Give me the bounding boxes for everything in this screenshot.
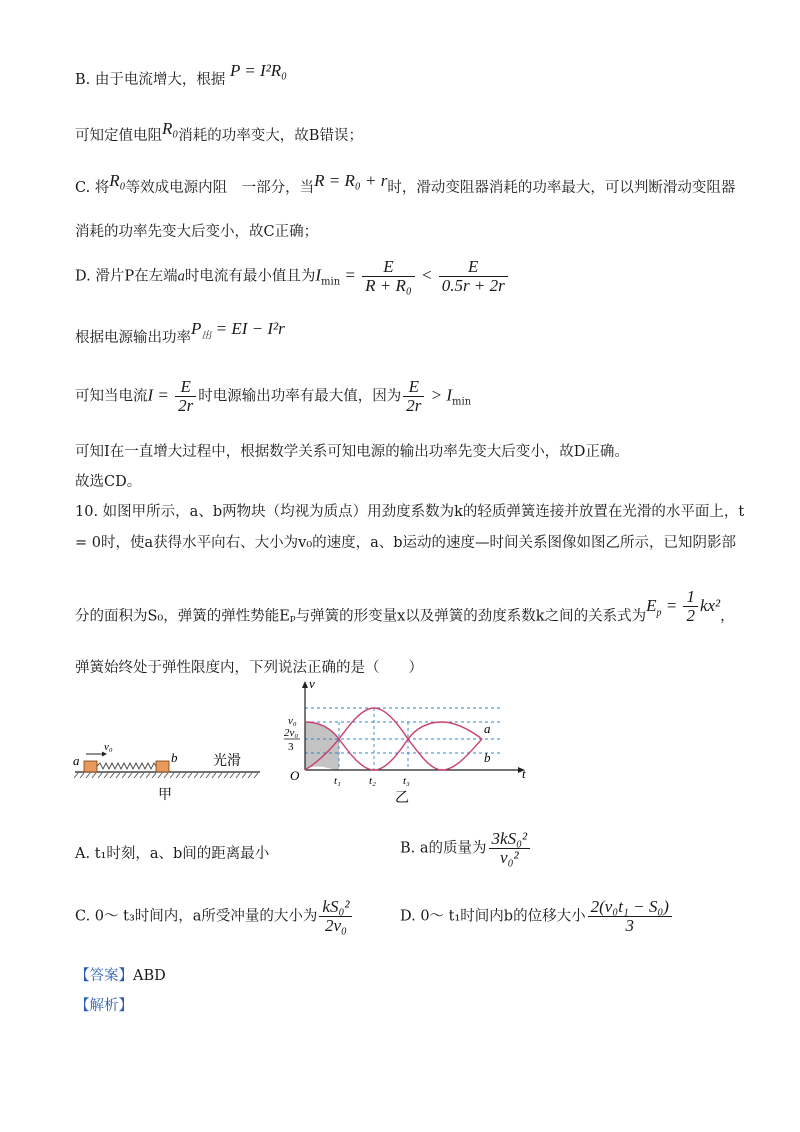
frac-e-over-2r-b: $\frac{E}{2r}$ <box>403 378 424 415</box>
answer-value: ABD <box>133 968 166 984</box>
frac-e-over-r-r0: $\frac{E}{\text{R + R₀}}$ <box>362 258 415 295</box>
figure-jia <box>70 735 265 805</box>
d2-pre: 根据电源输出功率 <box>75 330 191 346</box>
analysis-label: 【解析】 <box>75 998 133 1014</box>
option-a: A. t₁时刻，a、b间的距离最小 <box>75 846 270 862</box>
pout-formula: EI − I²r <box>231 319 285 338</box>
line-c2: 消耗的功率先变大后变小，故C正确； <box>75 224 319 240</box>
c1-post: 时，滑动变阻器消耗的功率最大，可以判断滑动变阻器 <box>387 180 736 196</box>
frac-mass: $\frac{\text{3kS₀²}}{\text{v₀²}}$ <box>489 830 531 867</box>
axis-v-label: v <box>309 676 315 691</box>
curve-b-label: b <box>484 750 491 765</box>
b2-post: 消耗的功率变大，故B错误； <box>178 128 363 144</box>
origin-label: O <box>290 768 300 783</box>
label-b: b <box>171 750 178 765</box>
v-arrow <box>302 681 308 688</box>
curve-a-label: a <box>484 721 491 736</box>
label-a: a <box>73 753 80 768</box>
q10-line1: 10. 如图甲所示，a、b两物块（均视为质点）用劲度系数为k的轻质弹簧连接并放置在光滑的水平面上，t <box>75 504 745 520</box>
q10-line3-text: 分的面积为S₀，弹簧的弹性势能Eₚ与弹簧的形变量x以及弹簧的劲度系数k之间的关系式为 <box>75 608 647 625</box>
tick-t1: t₁ <box>334 775 341 787</box>
d1-pre: D. 滑片P在左端 <box>75 268 178 285</box>
option-c <box>75 898 354 935</box>
block-a <box>84 761 97 772</box>
line-c1 <box>75 171 736 197</box>
option-d <box>400 898 674 935</box>
line-d1: D. 滑片P在左端a时电流有最小值且为$I_{min}$ = $\frac{E}{\text{R + R₀}}$ < $\frac{E}{0.5r + 2r}$ <box>75 258 510 295</box>
d1-mid: 时电流有最小值且为 <box>184 268 316 285</box>
option-c-text: C. 0～ t₃时间内，a所受冲量的大小为 <box>75 908 318 925</box>
pout-symbol: $P_出$ = <box>191 319 232 342</box>
label-smooth: 光滑 <box>213 753 241 769</box>
r0-symbol-c: R₀ <box>109 171 126 190</box>
d3-pre: 可知当电流 <box>75 388 148 405</box>
ground-hatch <box>74 773 258 778</box>
frac-e-over-2r: $\frac{E}{2r}$ <box>175 378 196 415</box>
tick-2v0-den: 3 <box>288 741 294 753</box>
b2-pre: 可知定值电阻 <box>75 128 162 144</box>
frac-e-over-2.5r: $\frac{E}{0.5r + 2r}$ <box>439 258 508 295</box>
r-equation: R = R₀ + r <box>314 171 388 190</box>
ep-tail: kx² <box>699 595 721 615</box>
line-d2 <box>75 319 285 349</box>
line-choose: 故选CD。 <box>75 474 142 490</box>
frac-impulse: $\frac{\text{kS₀²}}{\text{2v₀}}$ <box>319 898 352 935</box>
tick-t2: t₂ <box>369 775 376 787</box>
imin-symbol: I <box>315 265 322 285</box>
spring <box>97 763 156 769</box>
q10-line4: 弹簧始终处于弹性限度内，下列说法正确的是（ ） <box>75 660 423 676</box>
a-symbol: a <box>177 268 185 285</box>
option-b <box>400 830 532 867</box>
frac-displacement: $\frac{\text{2(v₀t₁ − S₀)}}{3}$ <box>588 898 672 935</box>
frac-half: $\frac{1}{2}$ <box>683 588 698 625</box>
q10-line3: 分的面积为S₀，弹簧的弹性势能Eₚ与弹簧的形变量x以及弹簧的劲度系数k之间的关系式为$E_p$ = $\frac{1}{2}$ kx²， <box>75 587 735 625</box>
v0-label: v₀ <box>104 741 113 753</box>
caption-jia: 甲 <box>158 787 172 803</box>
power-formula: P = I²R₀ <box>229 61 288 80</box>
c1-mid: 等效成电源内阻 一部分，当 <box>125 180 315 196</box>
line-b2 <box>75 119 363 145</box>
line-b1 <box>75 61 288 89</box>
caption-yi: 乙 <box>395 790 409 806</box>
tick-t3: t₃ <box>403 775 410 787</box>
c1-pre: C. 将 <box>75 180 110 196</box>
tick-v0: v₀ <box>288 715 297 727</box>
imin-sub: min <box>321 276 341 288</box>
option-b-text: B. a的质量为 <box>400 840 487 857</box>
line-d3: 可知当电流I = $\frac{E}{2r}$ 时电源输出功率有最大值，因为 $\frac{E}{2r}$ > $I_{min}$ <box>75 377 472 415</box>
option-d-text: D. 0～ t₁时间内b的位移大小 <box>400 908 586 925</box>
axis-t-label: t <box>522 766 526 781</box>
ep-lhs: $E_p$ = <box>646 595 682 618</box>
d3-mid: 时电源输出功率有最大值，因为 <box>198 388 402 405</box>
q10-line2: = 0时，使a获得水平向右、大小为v₀的速度，a、b运动的速度—时间关系图像如图乙所示，已知阴影部 <box>75 535 737 551</box>
line-d4: 可知I在一直增大过程中，根据数学关系可知电源的输出功率先变大后变小，故D正确。 <box>75 444 629 460</box>
block-b <box>156 761 169 772</box>
r0-symbol: R₀ <box>162 119 179 138</box>
figure-yi <box>278 676 538 806</box>
b1-text: B. 由于电流增大，根据 <box>75 72 226 88</box>
answer-label: 【答案】 <box>75 968 133 984</box>
answer-line <box>75 964 166 985</box>
tick-2v0-num: 2v₀ <box>284 727 299 739</box>
